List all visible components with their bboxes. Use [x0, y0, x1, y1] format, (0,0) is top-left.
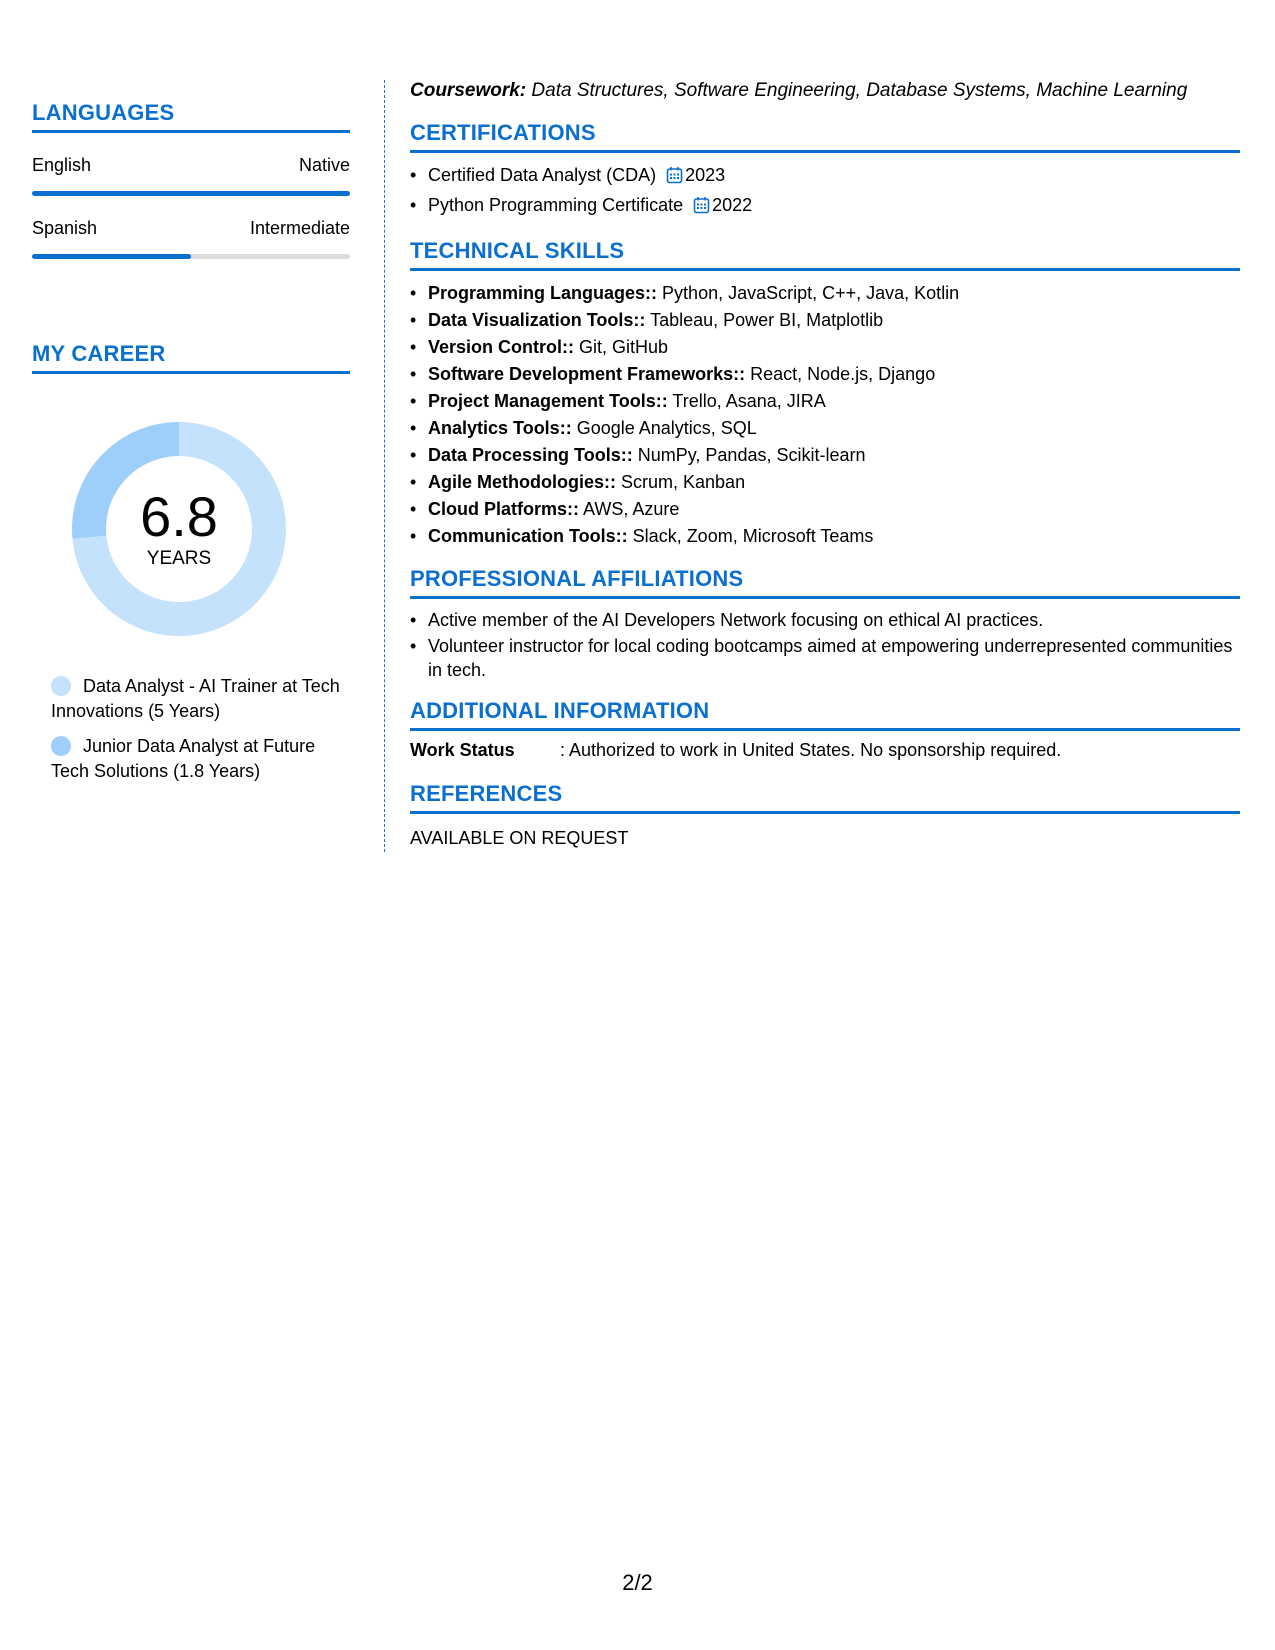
career-role-item [51, 734, 351, 784]
languages-list [32, 155, 350, 259]
language-name: English [32, 155, 92, 175]
page-number: 2/2 [622, 1570, 653, 1595]
coursework-label: Coursework: [410, 80, 527, 101]
certification-year: 2022 [712, 195, 753, 215]
donut-center-label [66, 416, 292, 570]
skill-category: Version Control:: [428, 337, 575, 357]
calendar-icon [693, 195, 710, 222]
affiliation-item: • Volunteer instructor for local coding bootcamps aimed at empowering underrepresented communities in tech. [428, 634, 1240, 682]
skill-item [428, 496, 1240, 523]
language-proficiency-bar [32, 191, 350, 196]
certification-item [428, 162, 1240, 192]
career-donut-chart [66, 416, 292, 642]
skill-category: Programming Languages:: [428, 283, 658, 303]
language-row [32, 218, 350, 239]
language-proficiency-bar [32, 254, 350, 259]
career-role-item [51, 674, 351, 724]
skill-values: Google Analytics, SQL [576, 418, 757, 438]
skill-category: Software Development Frameworks:: [428, 364, 746, 384]
career-legend-dot [51, 676, 71, 696]
skill-values: Slack, Zoom, Microsoft Teams [632, 526, 874, 546]
skill-item [428, 388, 1240, 415]
language-proficiency-fill [32, 254, 191, 259]
additional-info-heading: ADDITIONAL INFORMATION [410, 698, 1240, 731]
language-name: Spanish [32, 218, 98, 238]
coursework-text: Data Structures, Software Engineering, Database Systems, Machine Learning [531, 80, 1188, 101]
technical-skills-heading: TECHNICAL SKILLS [410, 238, 1240, 271]
work-status-row [410, 740, 1240, 761]
skill-values: NumPy, Pandas, Scikit-learn [637, 445, 866, 465]
skill-item [428, 280, 1240, 307]
skill-values: Trello, Asana, JIRA [672, 391, 826, 411]
work-status-value: : Authorized to work in United States. No sponsorship required. [560, 740, 1062, 760]
career-roles-list [32, 674, 350, 784]
technical-skills-list [410, 280, 1240, 550]
certifications-list [410, 162, 1240, 222]
skill-values: Python, JavaScript, C++, Java, Kotlin [662, 283, 960, 303]
skill-values: Scrum, Kanban [621, 472, 746, 492]
affiliations-heading: PROFESSIONAL AFFILIATIONS [410, 566, 1240, 599]
language-proficiency-fill [32, 191, 350, 196]
skill-item [428, 334, 1240, 361]
left-column [32, 100, 350, 784]
affiliations-list [410, 608, 1240, 682]
skill-category: Communication Tools:: [428, 526, 628, 546]
affiliation-item: • Active member of the AI Developers Network focusing on ethical AI practices. [428, 608, 1240, 632]
career-total-unit: YEARS [146, 548, 212, 569]
skill-item [428, 307, 1240, 334]
skill-category: Data Processing Tools:: [428, 445, 633, 465]
languages-heading: LANGUAGES [32, 100, 350, 133]
references-heading: REFERENCES [410, 781, 1240, 814]
certifications-heading: CERTIFICATIONS [410, 120, 1240, 153]
career-role-label: Data Analyst - AI Trainer at Tech Innovations (5 Years) [51, 676, 340, 721]
career-role-label: Junior Data Analyst at Future Tech Solutions (1.8 Years) [51, 736, 316, 781]
references-text: AVAILABLE ON REQUEST [410, 828, 629, 848]
skill-item [428, 415, 1240, 442]
column-divider [384, 80, 385, 852]
language-level: Native [298, 155, 350, 175]
certification-name: Python Programming Certificate [428, 195, 684, 215]
certification-year: 2023 [685, 165, 726, 185]
certification-name: Certified Data Analyst (CDA) [428, 165, 657, 185]
language-row [32, 155, 350, 176]
right-column [410, 80, 1240, 849]
skill-values: React, Node.js, Django [750, 364, 936, 384]
career-heading: MY CAREER [32, 341, 350, 374]
work-status-label: Work Status [410, 740, 515, 760]
skill-category: Project Management Tools:: [428, 391, 668, 411]
skill-category: Cloud Platforms:: [428, 499, 579, 519]
skill-item [428, 442, 1240, 469]
skill-category: Analytics Tools:: [428, 418, 572, 438]
career-legend-dot [51, 736, 71, 756]
certification-item [428, 192, 1240, 222]
language-level: Intermediate [249, 218, 350, 238]
skill-values: AWS, Azure [583, 499, 680, 519]
skill-item [428, 523, 1240, 550]
calendar-icon [666, 165, 683, 192]
coursework-line [410, 80, 1240, 102]
skill-category: Agile Methodologies:: [428, 472, 616, 492]
skill-category: Data Visualization Tools:: [428, 310, 646, 330]
skill-item [428, 469, 1240, 496]
skill-item [428, 361, 1240, 388]
skill-values: Tableau, Power BI, Matplotlib [650, 310, 884, 330]
skill-values: Git, GitHub [579, 337, 669, 357]
career-total-years: 6.8 [140, 485, 218, 548]
